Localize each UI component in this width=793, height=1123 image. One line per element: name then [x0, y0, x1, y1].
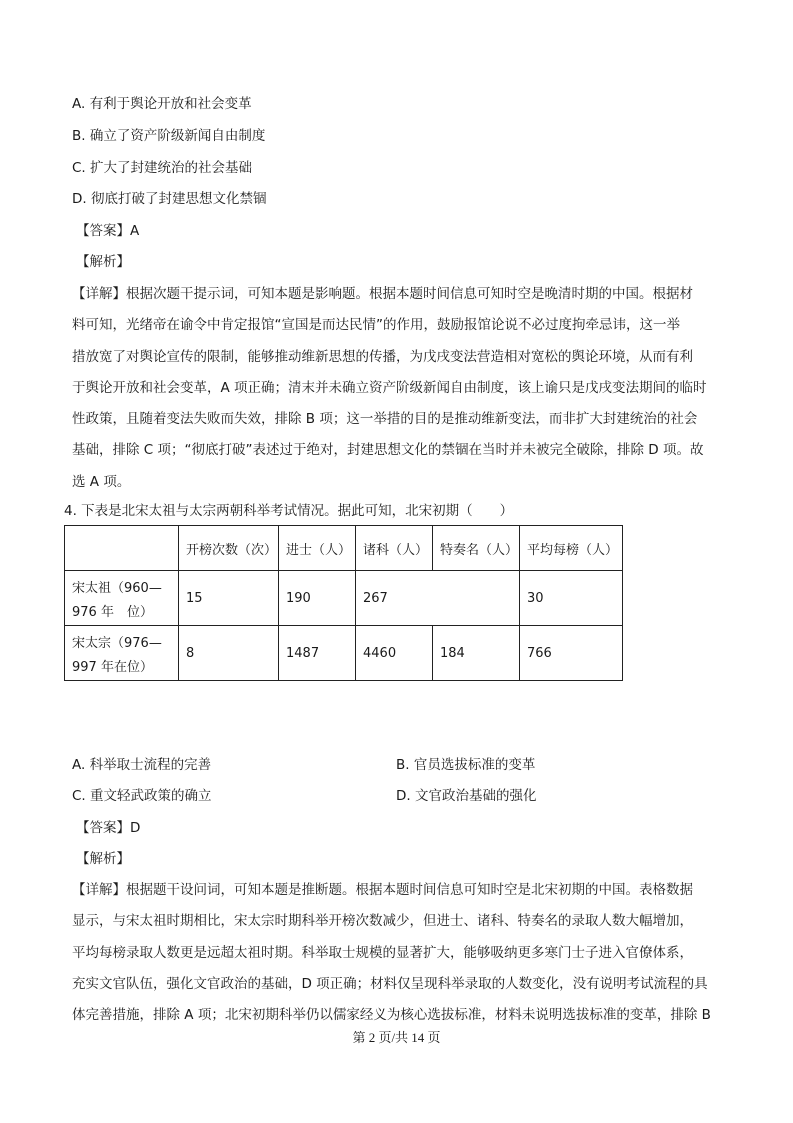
- option-a-q4: A. 科举取士流程的完善: [72, 757, 212, 773]
- table-header-cell: 特奏名（人）: [433, 526, 520, 571]
- detail-q3-line: 【详解】根据次题干提示词，可知本题是影响题。根据本题时间信息可知时空是晚清时期的中国。根据材: [72, 286, 693, 302]
- row-label-line: 997 年在位）: [72, 659, 153, 675]
- option-d-q4: D. 文官政治基础的强化: [396, 788, 537, 804]
- table-cell: 4460: [356, 626, 433, 681]
- table-cell: 15: [179, 571, 279, 626]
- table-header-cell: 开榜次数（次）: [179, 526, 279, 571]
- table-cell: 184: [433, 626, 520, 681]
- answer-q4: 【答案】D: [76, 820, 141, 836]
- table-row: [65, 571, 623, 626]
- detail-q4: [72, 875, 722, 1031]
- table-row: [65, 626, 623, 681]
- option-b-q3: B. 确立了资产阶级新闻自由制度: [72, 128, 266, 144]
- page-footer: 第 2 页/共 14 页: [352, 1030, 441, 1045]
- analysis-label-q4: 【解析】: [76, 851, 130, 867]
- table-header-cell: 平均每榜（人）: [520, 526, 623, 571]
- option-d-q3: D. 彻底打破了封建思想文化禁锢: [72, 191, 267, 207]
- detail-q3-line: 料可知，光绪帝在谕令中肯定报馆“宣国是而达民情”的作用，鼓励报馆论说不必过度拘牵忌讳，这一举: [72, 317, 680, 334]
- row-label-line: 976 年 位）: [72, 604, 153, 620]
- option-b-q4: B. 官员选拔标准的变革: [396, 757, 536, 773]
- table-header-cell: 诸科（人）: [356, 526, 433, 571]
- option-c-q4: C. 重文轻武政策的确立: [72, 788, 212, 804]
- detail-q3-line: 措放宽了对舆论宣传的限制，能够推动维新思想的传播，为戊戌变法营造相对宽松的舆论环境，从而有利: [72, 348, 693, 365]
- answer-q3: 【答案】A: [76, 223, 140, 239]
- detail-q3: [72, 279, 722, 498]
- table-cell: 1487: [279, 626, 356, 681]
- row-label-line: 宋太祖（960—: [72, 580, 162, 596]
- row-label: [65, 571, 179, 626]
- table-header-row: [65, 526, 623, 571]
- exam-table: [64, 525, 623, 681]
- analysis-label-q3: 【解析】: [76, 254, 130, 270]
- table-cell: 267: [356, 571, 520, 626]
- detail-q4-line: 显示，与宋太祖时期相比，宋太宗时期科举开榜次数减少，但进士、诸科、特奏名的录取人数大幅增加，: [72, 913, 693, 930]
- table-header-cell: 进士（人）: [279, 526, 356, 571]
- table-cell: 766: [520, 626, 623, 681]
- option-a-q3: A. 有利于舆论开放和社会变革: [72, 96, 252, 112]
- detail-q3-line: 于舆论开放和社会变革，A 项正确；清末并未确立资产阶级新闻自由制度，该上谕只是戊戌变法期间的临时: [72, 379, 707, 396]
- detail-q3-line: 选 A 项。: [72, 473, 131, 490]
- option-c-q3: C. 扩大了封建统治的社会基础: [72, 160, 253, 176]
- detail-q4-line: 【详解】根据题干设问词，可知本题是推断题。根据本题时间信息可知时空是北宋初期的中国。表格数据: [72, 882, 693, 898]
- detail-q3-line: 基础，排除 C 项；“彻底打破”表述过于绝对，封建思想文化的禁锢在当时并未被完全破除，排除 D 项。故: [72, 442, 704, 459]
- row-label-line: 宋太宗（976—: [72, 635, 162, 651]
- question-4: 4. 下表是北宋太祖与太宗两朝科举考试情况。据此可知，北宋初期（ ）: [64, 503, 514, 519]
- detail-q4-line: 体完善措施，排除 A 项；北宋初期科举仍以儒家经义为核心选拔标准，材料未说明选拔标准的变革，排除 B: [72, 1007, 711, 1024]
- table-cell: 190: [279, 571, 356, 626]
- detail-q3-line: 性政策，且随着变法失败而失效，排除 B 项；这一举措的目的是推动维新变法，而非扩大封建统治的社会: [72, 411, 698, 428]
- detail-q4-line: 平均每榜录取人数更是远超太祖时期。科举取士规模的显著扩大，能够吸纳更多寒门士子进入官僚体系，: [72, 944, 693, 961]
- table-cell: 8: [179, 626, 279, 681]
- table-corner-cell: [65, 526, 179, 571]
- row-label: [65, 626, 179, 681]
- detail-q4-line: 充实文官队伍，强化文官政治的基础，D 项正确；材料仅呈现科举录取的人数变化，没有说明考试流程的具: [72, 975, 708, 992]
- table-cell: 30: [520, 571, 623, 626]
